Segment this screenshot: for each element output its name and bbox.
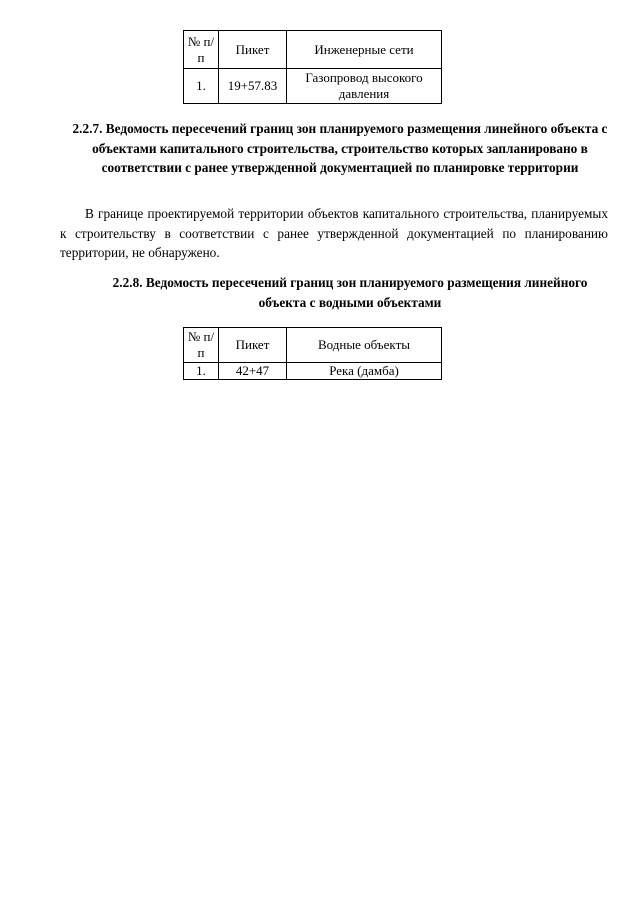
table-row xyxy=(184,363,442,380)
cell-number: 1. xyxy=(184,363,219,380)
section-heading-2-2-7: 2.2.7. Ведомость пересечений границ зон планируемого размещения линейного объекта с объектами капитального строительства, строительство которых запланировано в соответствии с ранее утвержденной документацией по планировке территории xyxy=(72,121,608,175)
cell-picket: 19+57.83 xyxy=(219,69,287,104)
header-water-objects: Водные объекты xyxy=(287,328,442,363)
section-paragraph: В границе проектируемой территории объектов капитального строительства, планируемых к строительству в соответствии с ранее утвержденной документацией по планированию территории, не обнаружено. xyxy=(60,206,608,260)
cell-network: Газопровод высокого давления xyxy=(287,69,442,104)
engineering-networks-table xyxy=(183,30,442,104)
header-picket: Пикет xyxy=(219,31,287,69)
header-networks: Инженерные сети xyxy=(287,31,442,69)
cell-water-object: Река (дамба) xyxy=(287,363,442,380)
table-header-row xyxy=(184,328,442,363)
header-number: № п/п xyxy=(184,328,219,363)
table-row xyxy=(184,69,442,104)
water-objects-table xyxy=(183,327,442,380)
cell-picket: 42+47 xyxy=(219,363,287,380)
header-number: № п/п xyxy=(184,31,219,69)
section-heading-2-2-8: 2.2.8. Ведомость пересечений границ зон планируемого размещения линейного объекта с водными объектами xyxy=(112,275,588,310)
header-picket: Пикет xyxy=(219,328,287,363)
table-header-row xyxy=(184,31,442,69)
cell-number: 1. xyxy=(184,69,219,104)
